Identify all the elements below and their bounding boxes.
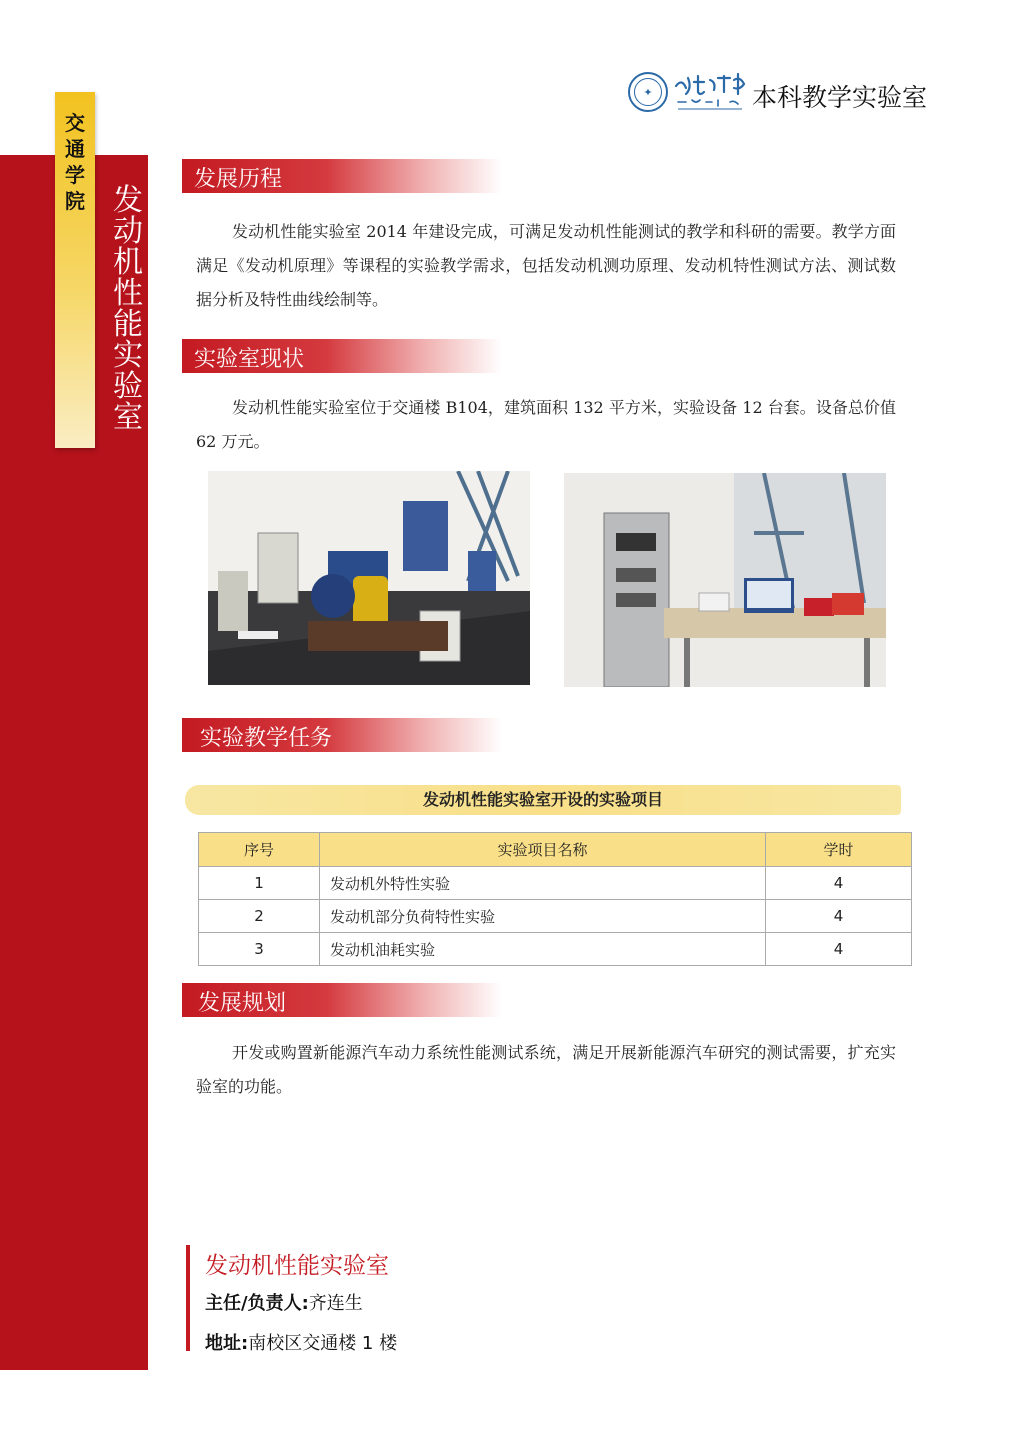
row-name: 发动机外特性实验 [320,867,766,900]
status-paragraph: 发动机性能实验室位于交通楼 B104，建筑面积 132 平方米，实验设备 12 台套。设备总价值 62 万元。 [196,398,896,451]
college-tab [55,92,95,448]
row-hours: 4 [766,900,912,933]
row-hours: 4 [766,933,912,966]
row-no: 1 [199,867,320,900]
address-value: 南校区交通楼 1 楼 [248,1333,398,1354]
university-logo-icon: ✦ [628,72,668,112]
table-row [199,933,912,966]
footer-address: 地址:南校区交通楼 1 楼 [205,1333,398,1354]
address-label: 地址 [205,1333,241,1354]
footer-accent-bar [186,1245,190,1351]
row-no: 3 [199,933,320,966]
col-header-hours: 学时 [766,833,912,867]
college-label: 交 通 学 院 [65,111,85,213]
table-caption: 发动机性能实验室开设的实验项目 [185,785,901,815]
history-paragraph: 发动机性能实验室 2014 年建设完成，可满足发动机性能测试的教学和科研的需要。教学方面满足《发动机原理》等课程的实验教学需求，包括发动机测功原理、发动机特性测试方法、测试数据分析及特性曲线绘制等。 [196,222,896,309]
section-heading-status [182,339,502,373]
col-header-name: 实验项目名称 [320,833,766,867]
row-name: 发动机油耗实验 [320,933,766,966]
section-heading-history [182,159,502,193]
control-room-photo [564,473,886,687]
row-hours: 4 [766,867,912,900]
col-header-no: 序号 [199,833,320,867]
section-heading-tasks [182,718,502,752]
row-no: 2 [199,900,320,933]
experiment-table [198,832,912,966]
footer-lab-name: 发动机性能实验室 [205,1253,389,1279]
footer-director: 主任/负责人:齐连生 [205,1293,363,1314]
header-title: 本科教学实验室 [752,83,928,112]
table-row [199,867,912,900]
director-name: 齐连生 [308,1293,363,1314]
section-heading-plan [182,983,502,1017]
table-row [199,900,912,933]
engine-test-bench-photo [208,471,530,685]
table-header-row [199,833,912,867]
section-heading-history-label: 发展历程 [194,167,283,192]
director-label: 主任/负责人 [205,1293,302,1314]
section-heading-status-label: 实验室现状 [194,347,305,372]
section-heading-tasks-label: 实验教学任务 [200,726,333,751]
row-name: 发动机部分负荷特性实验 [320,900,766,933]
lab-name-vertical: 发 动 机 性 能 实 验 室 [113,183,143,435]
university-calligraphy-logo [672,72,750,112]
section-heading-plan-label: 发展规划 [198,991,287,1016]
plan-paragraph: 开发或购置新能源汽车动力系统性能测试系统，满足开展新能源汽车研究的测试需要，扩充实验室的功能。 [196,1043,896,1096]
